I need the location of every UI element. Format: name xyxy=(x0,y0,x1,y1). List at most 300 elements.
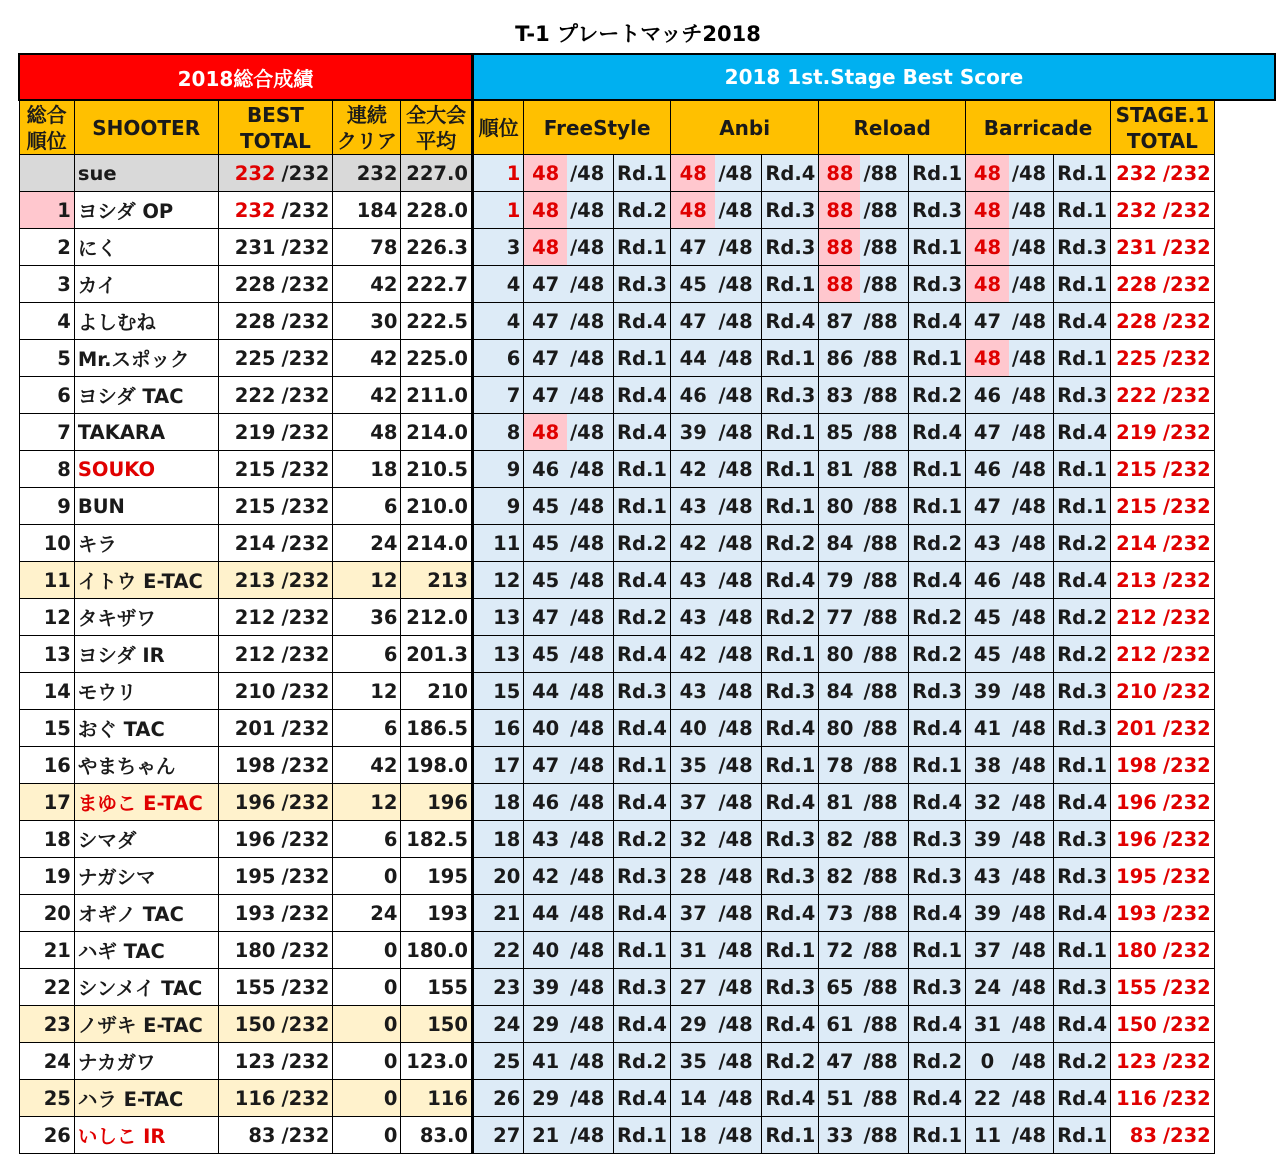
barricade-max-cell: /48 xyxy=(1009,155,1054,192)
reload-max-cell: /88 xyxy=(860,562,908,599)
barricade-score-cell: 24 xyxy=(966,969,1009,1006)
barricade-score-cell: 37 xyxy=(966,932,1009,969)
average-cell: 212.0 xyxy=(401,599,473,636)
stage-rank-cell: 27 xyxy=(472,1117,523,1154)
stage-total-max-cell: /232 xyxy=(1160,340,1214,377)
barricade-score-cell: 39 xyxy=(966,821,1009,858)
reload-round-cell: Rd.1 xyxy=(909,229,966,266)
freestyle-max-cell: /48 xyxy=(567,1080,613,1117)
stage-total-cell: 225 xyxy=(1111,340,1160,377)
header-stage-total: STAGE.1 TOTAL xyxy=(1111,100,1215,155)
average-cell: 196 xyxy=(401,784,473,821)
best-total-max-cell: /232 xyxy=(278,266,332,303)
freestyle-round-cell: Rd.4 xyxy=(614,895,671,932)
reload-max-cell: /88 xyxy=(860,525,908,562)
stage-total-cell: 116 xyxy=(1111,1080,1160,1117)
anbi-round-cell: Rd.4 xyxy=(762,1006,819,1043)
overall-rank-cell: 25 xyxy=(19,1080,74,1117)
table-row xyxy=(19,784,1275,821)
barricade-max-cell: /48 xyxy=(1009,636,1054,673)
consecutive-clear-cell: 42 xyxy=(333,340,401,377)
anbi-score-cell: 47 xyxy=(670,303,715,340)
overall-rank-cell: 2 xyxy=(19,229,74,266)
anbi-round-cell: Rd.1 xyxy=(762,932,819,969)
reload-score-cell: 81 xyxy=(819,451,861,488)
stage-total-max-cell: /232 xyxy=(1160,155,1214,192)
barricade-score-cell: 45 xyxy=(966,599,1009,636)
shooter-name-cell: モウリ xyxy=(74,673,218,710)
anbi-max-cell: /48 xyxy=(715,1006,761,1043)
barricade-score-cell: 43 xyxy=(966,858,1009,895)
barricade-score-cell: 0 xyxy=(966,1043,1009,1080)
reload-score-cell: 65 xyxy=(819,969,861,1006)
freestyle-score-cell: 47 xyxy=(524,377,567,414)
header-best-total: BEST TOTAL xyxy=(218,100,333,155)
freestyle-score-cell: 46 xyxy=(524,451,567,488)
average-cell: 226.3 xyxy=(401,229,473,266)
page-title: T-1 プレートマッチ2018 xyxy=(515,22,761,46)
best-total-cell: 228 xyxy=(218,303,278,340)
anbi-score-cell: 27 xyxy=(670,969,715,1006)
best-total-cell: 215 xyxy=(218,488,278,525)
anbi-max-cell: /48 xyxy=(715,1117,761,1154)
reload-round-cell: Rd.4 xyxy=(909,303,966,340)
freestyle-round-cell: Rd.1 xyxy=(614,488,671,525)
stage-total-max-cell: /232 xyxy=(1160,858,1214,895)
reload-max-cell: /88 xyxy=(860,1043,908,1080)
overall-rank-cell: 3 xyxy=(19,266,74,303)
anbi-max-cell: /48 xyxy=(715,969,761,1006)
header-reload: Reload xyxy=(819,100,966,155)
stage-total-max-cell: /232 xyxy=(1160,377,1214,414)
average-cell: 211.0 xyxy=(401,377,473,414)
anbi-max-cell: /48 xyxy=(715,1080,761,1117)
consecutive-clear-cell: 6 xyxy=(333,636,401,673)
reload-score-cell: 77 xyxy=(819,599,861,636)
stage-total-cell: 83 xyxy=(1111,1117,1160,1154)
shooter-name-cell: イトウ E-TAC xyxy=(74,562,218,599)
barricade-max-cell: /48 xyxy=(1009,340,1054,377)
anbi-max-cell: /48 xyxy=(715,340,761,377)
barricade-max-cell: /48 xyxy=(1009,969,1054,1006)
freestyle-round-cell: Rd.4 xyxy=(614,414,671,451)
reload-max-cell: /88 xyxy=(860,636,908,673)
shooter-name-cell: ノザキ E-TAC xyxy=(74,1006,218,1043)
anbi-max-cell: /48 xyxy=(715,377,761,414)
stage-total-max-cell: /232 xyxy=(1160,488,1214,525)
overall-rank-cell: 18 xyxy=(19,821,74,858)
best-total-max-cell: /232 xyxy=(278,155,332,192)
stage-rank-cell: 4 xyxy=(472,266,523,303)
table-row xyxy=(19,414,1275,451)
best-total-max-cell: /232 xyxy=(278,525,332,562)
barricade-max-cell: /48 xyxy=(1009,1006,1054,1043)
best-total-max-cell: /232 xyxy=(278,377,332,414)
freestyle-max-cell: /48 xyxy=(567,747,613,784)
consecutive-clear-cell: 0 xyxy=(333,1006,401,1043)
shooter-name-cell: Mr.スポック xyxy=(74,340,218,377)
overall-rank-cell: 9 xyxy=(19,488,74,525)
anbi-score-cell: 43 xyxy=(670,562,715,599)
best-total-max-cell: /232 xyxy=(278,1006,332,1043)
barricade-round-cell: Rd.3 xyxy=(1054,710,1111,747)
barricade-max-cell: /48 xyxy=(1009,377,1054,414)
average-cell: 180.0 xyxy=(401,932,473,969)
shooter-name-cell: SOUKO xyxy=(74,451,218,488)
reload-score-cell: 88 xyxy=(819,266,861,303)
overall-rank-cell: 15 xyxy=(19,710,74,747)
stage-total-cell: 212 xyxy=(1111,636,1160,673)
barricade-round-cell: Rd.3 xyxy=(1054,673,1111,710)
reload-max-cell: /88 xyxy=(860,969,908,1006)
freestyle-score-cell: 44 xyxy=(524,673,567,710)
freestyle-score-cell: 47 xyxy=(524,599,567,636)
reload-round-cell: Rd.2 xyxy=(909,377,966,414)
reload-max-cell: /88 xyxy=(860,895,908,932)
overall-rank-cell: 23 xyxy=(19,1006,74,1043)
stage-total-cell: 214 xyxy=(1111,525,1160,562)
header-shooter: SHOOTER xyxy=(74,100,218,155)
barricade-round-cell: Rd.1 xyxy=(1054,155,1111,192)
freestyle-round-cell: Rd.4 xyxy=(614,710,671,747)
best-total-max-cell: /232 xyxy=(278,673,332,710)
freestyle-score-cell: 42 xyxy=(524,858,567,895)
table-row xyxy=(19,895,1275,932)
reload-score-cell: 83 xyxy=(819,377,861,414)
freestyle-max-cell: /48 xyxy=(567,414,613,451)
reload-round-cell: Rd.1 xyxy=(909,488,966,525)
reload-score-cell: 79 xyxy=(819,562,861,599)
stage-rank-cell: 13 xyxy=(472,636,523,673)
anbi-score-cell: 37 xyxy=(670,784,715,821)
best-total-cell: 150 xyxy=(218,1006,278,1043)
anbi-round-cell: Rd.1 xyxy=(762,451,819,488)
freestyle-round-cell: Rd.3 xyxy=(614,266,671,303)
stage-rank-cell: 22 xyxy=(472,932,523,969)
barricade-round-cell: Rd.4 xyxy=(1054,303,1111,340)
barricade-max-cell: /48 xyxy=(1009,747,1054,784)
table-row xyxy=(19,969,1275,1006)
average-cell: 227.0 xyxy=(401,155,473,192)
overall-rank-cell: 13 xyxy=(19,636,74,673)
barricade-round-cell: Rd.3 xyxy=(1054,229,1111,266)
stage-total-max-cell: /232 xyxy=(1160,525,1214,562)
shooter-name-cell: カイ xyxy=(74,266,218,303)
consecutive-clear-cell: 6 xyxy=(333,821,401,858)
freestyle-round-cell: Rd.2 xyxy=(614,821,671,858)
overall-rank-cell: 17 xyxy=(19,784,74,821)
score-table xyxy=(18,53,1276,1154)
freestyle-max-cell: /48 xyxy=(567,821,613,858)
reload-score-cell: 72 xyxy=(819,932,861,969)
consecutive-clear-cell: 78 xyxy=(333,229,401,266)
stage-total-cell: 210 xyxy=(1111,673,1160,710)
freestyle-max-cell: /48 xyxy=(567,858,613,895)
reload-max-cell: /88 xyxy=(860,599,908,636)
stage-rank-cell: 8 xyxy=(472,414,523,451)
barricade-score-cell: 41 xyxy=(966,710,1009,747)
reload-max-cell: /88 xyxy=(860,932,908,969)
reload-round-cell: Rd.4 xyxy=(909,710,966,747)
overall-rank-cell: 5 xyxy=(19,340,74,377)
reload-max-cell: /88 xyxy=(860,1080,908,1117)
anbi-round-cell: Rd.1 xyxy=(762,340,819,377)
anbi-max-cell: /48 xyxy=(715,525,761,562)
anbi-score-cell: 42 xyxy=(670,636,715,673)
stage-total-cell: 150 xyxy=(1111,1006,1160,1043)
reload-score-cell: 85 xyxy=(819,414,861,451)
reload-score-cell: 47 xyxy=(819,1043,861,1080)
barricade-score-cell: 48 xyxy=(966,229,1009,266)
stage-total-cell: 219 xyxy=(1111,414,1160,451)
average-cell: 225.0 xyxy=(401,340,473,377)
stage-rank-cell: 17 xyxy=(472,747,523,784)
best-total-max-cell: /232 xyxy=(278,599,332,636)
stage-rank-cell: 15 xyxy=(472,673,523,710)
overall-rank-cell: 26 xyxy=(19,1117,74,1154)
header-overall-rank: 総合 順位 xyxy=(19,100,74,155)
overall-section-title: 2018総合成績 xyxy=(19,54,472,100)
stage-rank-cell: 26 xyxy=(472,1080,523,1117)
anbi-round-cell: Rd.4 xyxy=(762,895,819,932)
freestyle-score-cell: 48 xyxy=(524,155,567,192)
overall-rank-cell: 10 xyxy=(19,525,74,562)
barricade-score-cell: 39 xyxy=(966,895,1009,932)
reload-score-cell: 82 xyxy=(819,821,861,858)
anbi-round-cell: Rd.1 xyxy=(762,266,819,303)
anbi-score-cell: 48 xyxy=(670,155,715,192)
stage-rank-cell: 18 xyxy=(472,784,523,821)
reload-max-cell: /88 xyxy=(860,784,908,821)
reload-max-cell: /88 xyxy=(860,451,908,488)
stage-total-max-cell: /232 xyxy=(1160,1080,1214,1117)
shooter-name-cell: ヨシダ IR xyxy=(74,636,218,673)
stage-rank-cell: 11 xyxy=(472,525,523,562)
anbi-max-cell: /48 xyxy=(715,747,761,784)
anbi-max-cell: /48 xyxy=(715,451,761,488)
freestyle-max-cell: /48 xyxy=(567,636,613,673)
stage-total-cell: 198 xyxy=(1111,747,1160,784)
barricade-round-cell: Rd.4 xyxy=(1054,562,1111,599)
best-total-cell: 222 xyxy=(218,377,278,414)
shooter-name-cell: ナカガワ xyxy=(74,1043,218,1080)
table-row xyxy=(19,821,1275,858)
reload-round-cell: Rd.1 xyxy=(909,340,966,377)
shooter-name-cell: おぐ TAC xyxy=(74,710,218,747)
average-cell: 182.5 xyxy=(401,821,473,858)
reload-score-cell: 88 xyxy=(819,229,861,266)
best-total-max-cell: /232 xyxy=(278,895,332,932)
freestyle-round-cell: Rd.4 xyxy=(614,636,671,673)
best-total-cell: 196 xyxy=(218,821,278,858)
stage-total-max-cell: /232 xyxy=(1160,747,1214,784)
freestyle-score-cell: 40 xyxy=(524,932,567,969)
freestyle-max-cell: /48 xyxy=(567,488,613,525)
barricade-round-cell: Rd.1 xyxy=(1054,266,1111,303)
reload-score-cell: 88 xyxy=(819,192,861,229)
anbi-round-cell: Rd.4 xyxy=(762,562,819,599)
barricade-round-cell: Rd.4 xyxy=(1054,1006,1111,1043)
barricade-score-cell: 46 xyxy=(966,451,1009,488)
freestyle-score-cell: 40 xyxy=(524,710,567,747)
shooter-name-cell: ハギ TAC xyxy=(74,932,218,969)
table-row xyxy=(19,673,1275,710)
reload-round-cell: Rd.4 xyxy=(909,1080,966,1117)
overall-rank-cell: 7 xyxy=(19,414,74,451)
anbi-score-cell: 43 xyxy=(670,488,715,525)
barricade-max-cell: /48 xyxy=(1009,562,1054,599)
best-total-max-cell: /232 xyxy=(278,562,332,599)
anbi-round-cell: Rd.2 xyxy=(762,599,819,636)
reload-round-cell: Rd.2 xyxy=(909,1043,966,1080)
freestyle-score-cell: 21 xyxy=(524,1117,567,1154)
reload-round-cell: Rd.3 xyxy=(909,266,966,303)
freestyle-score-cell: 45 xyxy=(524,636,567,673)
shooter-name-cell: まゆこ E-TAC xyxy=(74,784,218,821)
barricade-round-cell: Rd.1 xyxy=(1054,192,1111,229)
table-row xyxy=(19,858,1275,895)
barricade-round-cell: Rd.3 xyxy=(1054,969,1111,1006)
best-total-cell: 123 xyxy=(218,1043,278,1080)
freestyle-score-cell: 45 xyxy=(524,562,567,599)
overall-rank-cell: 6 xyxy=(19,377,74,414)
table-row xyxy=(19,562,1275,599)
reload-score-cell: 88 xyxy=(819,155,861,192)
freestyle-score-cell: 39 xyxy=(524,969,567,1006)
anbi-round-cell: Rd.2 xyxy=(762,1043,819,1080)
shooter-name-cell: ナガシマ xyxy=(74,858,218,895)
stage-total-cell: 228 xyxy=(1111,303,1160,340)
barricade-max-cell: /48 xyxy=(1009,1080,1054,1117)
average-cell: 222.5 xyxy=(401,303,473,340)
freestyle-score-cell: 48 xyxy=(524,192,567,229)
best-total-cell: 232 xyxy=(218,192,278,229)
freestyle-round-cell: Rd.2 xyxy=(614,1043,671,1080)
freestyle-round-cell: Rd.1 xyxy=(614,340,671,377)
freestyle-max-cell: /48 xyxy=(567,229,613,266)
freestyle-round-cell: Rd.3 xyxy=(614,969,671,1006)
reload-round-cell: Rd.4 xyxy=(909,1006,966,1043)
anbi-max-cell: /48 xyxy=(715,895,761,932)
shooter-name-cell: にく xyxy=(74,229,218,266)
anbi-round-cell: Rd.1 xyxy=(762,636,819,673)
stage-rank-cell: 21 xyxy=(472,895,523,932)
freestyle-round-cell: Rd.4 xyxy=(614,377,671,414)
stage-total-cell: 196 xyxy=(1111,784,1160,821)
freestyle-score-cell: 29 xyxy=(524,1006,567,1043)
consecutive-clear-cell: 42 xyxy=(333,747,401,784)
reload-max-cell: /88 xyxy=(860,747,908,784)
consecutive-clear-cell: 12 xyxy=(333,562,401,599)
reload-max-cell: /88 xyxy=(860,155,908,192)
table-row xyxy=(19,377,1275,414)
best-total-cell: 198 xyxy=(218,747,278,784)
stage-total-max-cell: /232 xyxy=(1160,1117,1214,1154)
barricade-score-cell: 48 xyxy=(966,266,1009,303)
best-total-cell: 232 xyxy=(218,155,278,192)
freestyle-round-cell: Rd.2 xyxy=(614,525,671,562)
reload-round-cell: Rd.1 xyxy=(909,155,966,192)
anbi-score-cell: 42 xyxy=(670,525,715,562)
anbi-max-cell: /48 xyxy=(715,414,761,451)
barricade-round-cell: Rd.1 xyxy=(1054,340,1111,377)
anbi-max-cell: /48 xyxy=(715,266,761,303)
freestyle-max-cell: /48 xyxy=(567,710,613,747)
reload-round-cell: Rd.4 xyxy=(909,784,966,821)
average-cell: 83.0 xyxy=(401,1117,473,1154)
stage-total-max-cell: /232 xyxy=(1160,266,1214,303)
freestyle-round-cell: Rd.1 xyxy=(614,932,671,969)
anbi-max-cell: /48 xyxy=(715,636,761,673)
barricade-round-cell: Rd.3 xyxy=(1054,858,1111,895)
best-total-max-cell: /232 xyxy=(278,340,332,377)
anbi-round-cell: Rd.4 xyxy=(762,784,819,821)
header-stage-rank: 順位 xyxy=(472,100,523,155)
reload-round-cell: Rd.3 xyxy=(909,821,966,858)
reload-max-cell: /88 xyxy=(860,710,908,747)
freestyle-round-cell: Rd.2 xyxy=(614,192,671,229)
average-cell: 195 xyxy=(401,858,473,895)
best-total-max-cell: /232 xyxy=(278,488,332,525)
barricade-score-cell: 39 xyxy=(966,673,1009,710)
best-total-max-cell: /232 xyxy=(278,784,332,821)
best-total-cell: 193 xyxy=(218,895,278,932)
table-row xyxy=(19,303,1275,340)
freestyle-score-cell: 29 xyxy=(524,1080,567,1117)
overall-rank-cell: 11 xyxy=(19,562,74,599)
freestyle-round-cell: Rd.1 xyxy=(614,451,671,488)
table-row xyxy=(19,1117,1275,1154)
barricade-score-cell: 47 xyxy=(966,303,1009,340)
freestyle-max-cell: /48 xyxy=(567,340,613,377)
freestyle-round-cell: Rd.4 xyxy=(614,303,671,340)
average-cell: 213 xyxy=(401,562,473,599)
best-total-cell: 116 xyxy=(218,1080,278,1117)
barricade-max-cell: /48 xyxy=(1009,488,1054,525)
freestyle-max-cell: /48 xyxy=(567,266,613,303)
barricade-score-cell: 11 xyxy=(966,1117,1009,1154)
reload-max-cell: /88 xyxy=(860,488,908,525)
anbi-max-cell: /48 xyxy=(715,562,761,599)
stage-total-max-cell: /232 xyxy=(1160,895,1214,932)
table-row xyxy=(19,932,1275,969)
table-row xyxy=(19,747,1275,784)
reload-round-cell: Rd.1 xyxy=(909,932,966,969)
anbi-round-cell: Rd.2 xyxy=(762,525,819,562)
shooter-name-cell: よしむね xyxy=(74,303,218,340)
freestyle-max-cell: /48 xyxy=(567,673,613,710)
section-band-row xyxy=(19,54,1275,100)
shooter-name-cell: タキザワ xyxy=(74,599,218,636)
freestyle-max-cell: /48 xyxy=(567,784,613,821)
anbi-score-cell: 44 xyxy=(670,340,715,377)
consecutive-clear-cell: 0 xyxy=(333,1080,401,1117)
stage-total-max-cell: /232 xyxy=(1160,599,1214,636)
reload-round-cell: Rd.3 xyxy=(909,673,966,710)
anbi-max-cell: /48 xyxy=(715,229,761,266)
freestyle-score-cell: 48 xyxy=(524,229,567,266)
freestyle-round-cell: Rd.4 xyxy=(614,1006,671,1043)
stage-total-cell: 193 xyxy=(1111,895,1160,932)
freestyle-max-cell: /48 xyxy=(567,932,613,969)
shooter-name-cell: ヨシダ OP xyxy=(74,192,218,229)
shooter-name-cell: BUN xyxy=(74,488,218,525)
best-total-cell: 210 xyxy=(218,673,278,710)
consecutive-clear-cell: 18 xyxy=(333,451,401,488)
stage-rank-cell: 24 xyxy=(472,1006,523,1043)
best-total-cell: 225 xyxy=(218,340,278,377)
overall-rank-cell: 12 xyxy=(19,599,74,636)
